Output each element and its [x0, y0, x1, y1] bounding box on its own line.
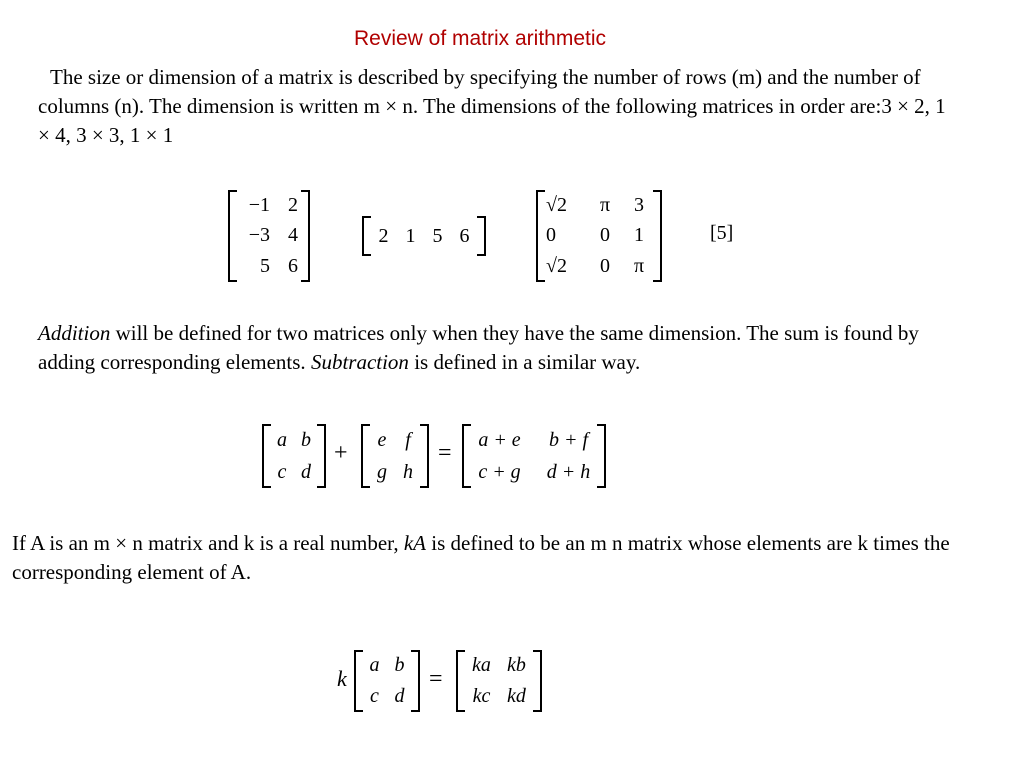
matrix-cell: d [301, 460, 311, 483]
matrix-cell: c [370, 685, 379, 707]
matrix-cell: c + g [478, 460, 521, 483]
matrix-cell: −3 [248, 224, 270, 247]
scalar-result-matrix [456, 650, 542, 712]
scalar-k: k [337, 666, 347, 691]
matrix-cell: 5 [432, 224, 443, 247]
matrix-cell: kd [507, 685, 526, 707]
matrix-cell: 6 [459, 224, 470, 247]
scalar-text-end: is defined to be an m n matrix whose elements are k times the corresponding element of A. [12, 531, 950, 584]
matrix-cell: 1 [405, 224, 416, 247]
matrix-cell: 1 [634, 224, 644, 247]
matrix-cell: a [277, 428, 287, 451]
matrix-cell: ka [472, 654, 491, 676]
addition-right-matrix [361, 424, 429, 488]
matrix-cell: d [394, 685, 405, 707]
matrix-cell: −1 [248, 193, 270, 216]
scalar-text: If A is an m × n matrix and k is a real number, [12, 531, 404, 555]
matrix-1x4 [362, 216, 486, 256]
matrix-cell: g [377, 460, 387, 483]
matrix-cell: π [633, 255, 645, 278]
subtraction-text: is defined in a similar way. [408, 350, 641, 374]
matrix-cell: 2 [378, 224, 389, 247]
matrix-cell: 6 [288, 255, 298, 278]
matrix-cell: d + h [546, 460, 591, 483]
addition-result-matrix [462, 424, 606, 488]
scalar-matrix [354, 650, 420, 712]
matrix-cell: kb [507, 654, 526, 676]
page-title: Review of matrix arithmetic [353, 27, 607, 50]
matrix-cell: 2 [288, 193, 298, 216]
addition-term: Addition [38, 321, 111, 345]
equals-sign: = [429, 666, 443, 692]
matrix-cell: f [405, 428, 411, 451]
matrix-cell: √2 [546, 193, 567, 216]
ka-term: kA [403, 531, 426, 555]
matrix-cell: 5 [260, 255, 270, 278]
matrix-cell: c [277, 460, 287, 483]
subtraction-term: Subtraction [310, 350, 409, 374]
dimension-paragraph [38, 63, 958, 150]
matrix-cell: h [403, 460, 413, 483]
matrix-cell: a + e [478, 428, 521, 451]
matrix-cell: 0 [546, 224, 556, 247]
matrix-cell: b + f [548, 428, 589, 451]
matrix-cell: b [394, 654, 405, 676]
matrix-cell: 0 [600, 255, 610, 278]
scalar-paragraph [12, 529, 1012, 587]
matrix-cell: kc [472, 685, 491, 707]
matrix-cell: 0 [600, 224, 610, 247]
addition-paragraph [38, 319, 938, 377]
matrix-3x2 [228, 190, 310, 282]
matrix-cell: π [599, 193, 611, 216]
matrix-cell: 4 [288, 224, 298, 247]
plus-sign: + [334, 440, 348, 466]
matrix-3x3 [536, 190, 662, 282]
matrix-cell: e [377, 428, 387, 451]
matrix-cell: 3 [634, 193, 644, 216]
matrix-cell: b [301, 428, 311, 451]
addition-left-matrix [262, 424, 326, 488]
dimension-text: The size or dimension of a matrix is described by specifying the number of rows (m) and the number of columns (n). The dimension is written m × n. The dimensions of the following matrices in order are:3 × 2, 1 × 4, 3 × 3, 1 × 1 [38, 65, 946, 147]
equals-sign: = [438, 440, 452, 466]
matrix-cell: a [369, 654, 380, 676]
matrix-cell: √2 [546, 255, 567, 278]
addition-text: will be defined for two matrices only when they have the same dimension. The sum is found by adding corresponding elements. [38, 321, 919, 374]
matrix-1x1: [5] [710, 222, 734, 244]
